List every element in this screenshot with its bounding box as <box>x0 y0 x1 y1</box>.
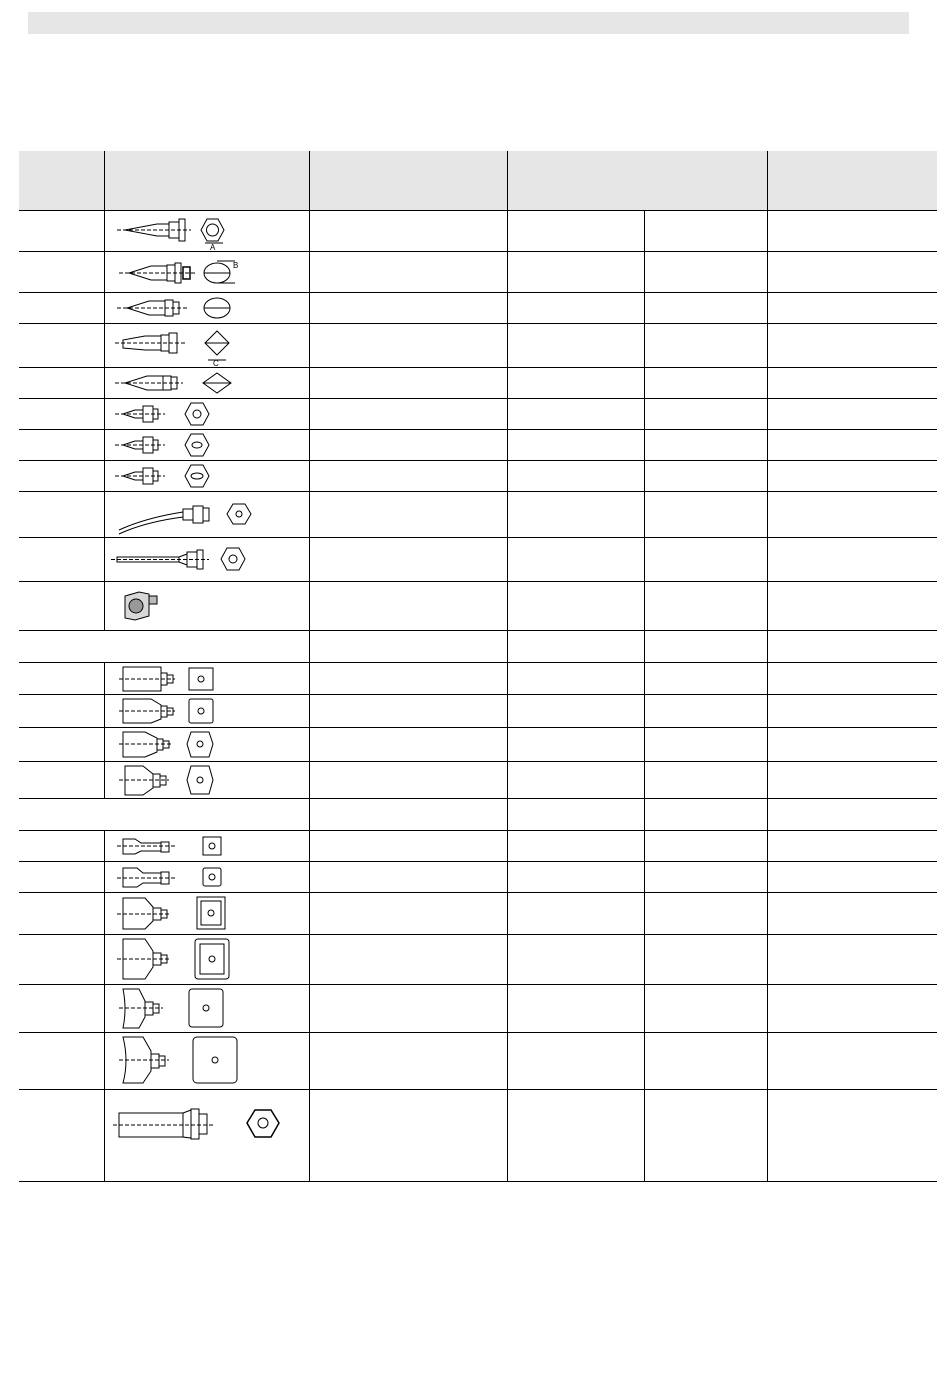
table-cell <box>507 862 644 893</box>
table-cell <box>644 728 767 762</box>
table-cell <box>309 695 507 728</box>
table-cell <box>19 211 104 252</box>
nozzle-square-large-2-icon <box>104 1033 309 1090</box>
header-cell-1 <box>19 151 104 211</box>
table-row <box>19 211 937 252</box>
table-row <box>19 538 937 582</box>
table-cell <box>309 663 507 695</box>
table-cell <box>767 695 937 728</box>
table-cell <box>19 252 104 293</box>
table-cell <box>19 399 104 430</box>
table-row <box>19 1090 937 1182</box>
table-cell <box>767 1090 937 1182</box>
table-cell <box>767 492 937 538</box>
table-row <box>19 324 937 368</box>
table-cell <box>309 762 507 799</box>
header-cell-3 <box>309 151 507 211</box>
table-cell <box>19 430 104 461</box>
table-cell <box>309 985 507 1033</box>
table-row <box>19 252 937 293</box>
nozzle-square-small-2-icon <box>104 862 309 893</box>
table-cell <box>644 293 767 324</box>
table-cell <box>767 368 937 399</box>
table-cell <box>644 862 767 893</box>
table-cell <box>19 663 104 695</box>
table-cell <box>309 324 507 368</box>
table-cell <box>507 663 644 695</box>
table-cell <box>767 399 937 430</box>
nozzle-round-tip-icon <box>104 293 309 324</box>
table-cell <box>19 695 104 728</box>
table-cell <box>309 368 507 399</box>
table-cell <box>507 985 644 1033</box>
table-cell <box>19 831 104 862</box>
nozzle-small-hex-2-icon <box>104 430 309 461</box>
table-row <box>19 935 937 985</box>
table-cell <box>644 492 767 538</box>
table-cell <box>507 492 644 538</box>
header-cell-2 <box>104 151 309 211</box>
table-cell <box>767 211 937 252</box>
table-cell <box>644 1090 767 1182</box>
nozzle-straight-long-icon <box>104 538 309 582</box>
table-cell <box>507 893 644 935</box>
table-cell <box>767 985 937 1033</box>
dimension-label-b: B <box>232 261 238 270</box>
table-cell <box>309 399 507 430</box>
table-cell <box>644 985 767 1033</box>
table-cell <box>767 728 937 762</box>
table-row <box>19 893 937 935</box>
table-cell <box>644 663 767 695</box>
table-cell <box>19 893 104 935</box>
header-cell-4 <box>507 151 767 211</box>
table-row <box>19 582 937 631</box>
table-row <box>19 430 937 461</box>
table-cell <box>309 293 507 324</box>
table-cell <box>19 985 104 1033</box>
table-cell <box>507 695 644 728</box>
table-cell <box>507 582 644 631</box>
nozzle-square-medium-2-icon <box>104 935 309 985</box>
table-cell <box>767 538 937 582</box>
table-cell <box>309 831 507 862</box>
table-cell <box>19 728 104 762</box>
table-cell <box>309 211 507 252</box>
table-cell <box>507 1090 644 1182</box>
table-row <box>19 399 937 430</box>
table-cell <box>644 831 767 862</box>
table-row <box>19 663 937 695</box>
table-row <box>19 1033 937 1090</box>
table-cell <box>644 582 767 631</box>
table-cell <box>767 430 937 461</box>
table-cell <box>507 631 644 663</box>
table-cell <box>309 1033 507 1090</box>
table-cell <box>309 582 507 631</box>
nozzle-wide-tip-dimension-c-icon <box>104 324 309 368</box>
table-row <box>19 492 937 538</box>
nozzle-adapter-block-icon <box>104 582 309 631</box>
table-cell <box>19 862 104 893</box>
table-cell <box>767 461 937 492</box>
table-cell <box>309 461 507 492</box>
table-cell <box>767 324 937 368</box>
table-cell <box>507 461 644 492</box>
table-cell <box>19 935 104 985</box>
table-cell <box>19 582 104 631</box>
table-cell <box>644 893 767 935</box>
table-row <box>19 762 937 799</box>
table-cell <box>644 399 767 430</box>
table-cell <box>767 799 937 831</box>
table-cell <box>767 582 937 631</box>
table-row <box>19 985 937 1033</box>
table-cell <box>644 935 767 985</box>
nozzle-small-hex-3-icon <box>104 461 309 492</box>
table-cell <box>644 762 767 799</box>
table-cell <box>507 430 644 461</box>
nozzle-curved-long-icon <box>104 492 309 538</box>
table-cell <box>767 1033 937 1090</box>
nozzle-square-large-1-icon <box>104 985 309 1033</box>
table-cell <box>644 324 767 368</box>
table-cell <box>767 293 937 324</box>
table-cell <box>309 728 507 762</box>
table-cell <box>644 538 767 582</box>
table-cell <box>644 799 767 831</box>
table-cell <box>644 1033 767 1090</box>
table-cell <box>507 368 644 399</box>
table-cell <box>19 762 104 799</box>
table-cell <box>767 893 937 935</box>
table-cell <box>309 430 507 461</box>
nozzle-rect-4-icon <box>104 762 309 799</box>
table-header-row <box>19 151 937 211</box>
nozzle-rect-2-icon <box>104 695 309 728</box>
table-cell <box>309 1090 507 1182</box>
table-cell <box>767 862 937 893</box>
table-cell <box>767 252 937 293</box>
table-cell <box>507 935 644 985</box>
table-cell <box>644 252 767 293</box>
table-cell <box>309 893 507 935</box>
nozzle-table <box>19 151 937 1182</box>
table-cell <box>309 538 507 582</box>
table-cell <box>767 762 937 799</box>
nozzle-rect-3-icon <box>104 728 309 762</box>
table-cell <box>19 324 104 368</box>
dimension-label-c: C <box>212 359 219 367</box>
table-cell <box>507 799 644 831</box>
table-cell <box>644 695 767 728</box>
section-cell <box>19 799 309 831</box>
nozzle-small-hex-1-icon <box>104 399 309 430</box>
section-row <box>19 631 937 663</box>
table-cell <box>507 1033 644 1090</box>
table-cell <box>644 211 767 252</box>
nozzle-square-small-1-icon <box>104 831 309 862</box>
table-cell <box>309 799 507 831</box>
table-cell <box>19 538 104 582</box>
nozzle-round-tip-dimension-b-icon <box>104 252 309 293</box>
table-cell <box>309 862 507 893</box>
table-cell <box>507 538 644 582</box>
nozzle-square-medium-1-icon <box>104 893 309 935</box>
nozzle-hex-tip-dimension-a-icon <box>104 211 309 252</box>
table-cell <box>309 252 507 293</box>
table-cell <box>644 461 767 492</box>
table-cell <box>767 663 937 695</box>
table-cell <box>19 492 104 538</box>
table-cell <box>767 935 937 985</box>
table-cell <box>507 252 644 293</box>
table-cell <box>507 831 644 862</box>
nozzle-rect-1-icon <box>104 663 309 695</box>
table-row <box>19 831 937 862</box>
dimension-label-a: A <box>209 243 215 251</box>
top-header-band <box>28 12 909 34</box>
table-cell <box>507 293 644 324</box>
table-cell <box>507 211 644 252</box>
table-cell <box>19 461 104 492</box>
section-row <box>19 799 937 831</box>
section-cell <box>19 631 309 663</box>
table-cell <box>309 631 507 663</box>
table-cell <box>644 368 767 399</box>
table-cell <box>644 430 767 461</box>
table-cell <box>507 762 644 799</box>
table-row <box>19 293 937 324</box>
table-cell <box>19 1090 104 1182</box>
table-row <box>19 368 937 399</box>
table-cell <box>309 935 507 985</box>
table-cell <box>309 492 507 538</box>
table-cell <box>19 368 104 399</box>
table-row <box>19 728 937 762</box>
table-cell <box>507 728 644 762</box>
table-cell <box>19 1033 104 1090</box>
nozzle-cone-tip-icon <box>104 368 309 399</box>
table-cell <box>644 631 767 663</box>
table-cell <box>19 293 104 324</box>
table-row <box>19 461 937 492</box>
header-cell-6 <box>767 151 937 211</box>
table-cell <box>507 324 644 368</box>
table-cell <box>767 831 937 862</box>
table-row <box>19 862 937 893</box>
nozzle-hex-large-icon <box>104 1090 309 1182</box>
table-row <box>19 695 937 728</box>
table-cell <box>507 399 644 430</box>
table-cell <box>767 631 937 663</box>
